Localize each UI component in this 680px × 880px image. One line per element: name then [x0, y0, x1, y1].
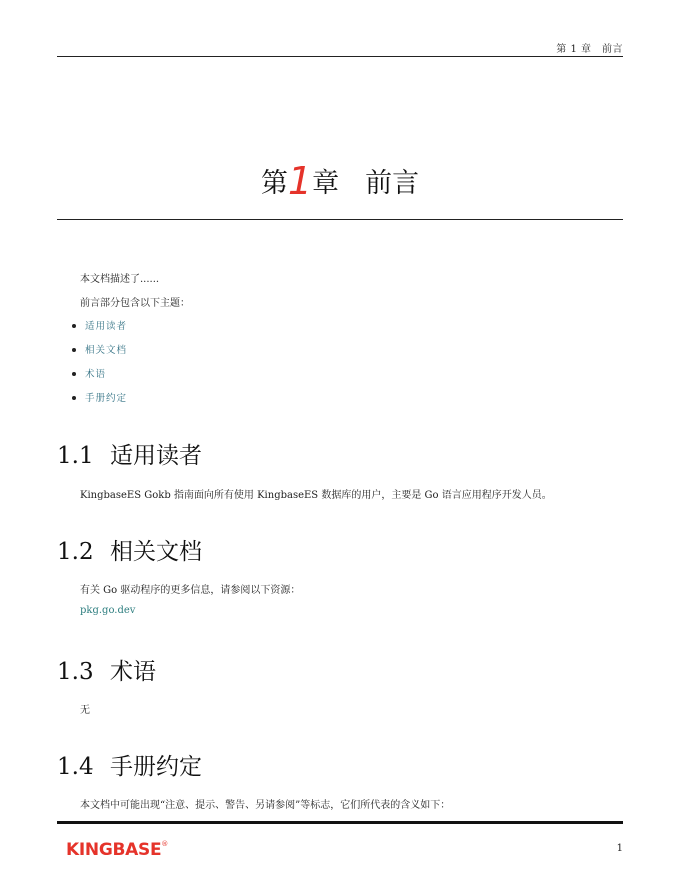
topic-item [72, 318, 127, 342]
section-heading-1-4 [57, 748, 202, 781]
bullet-icon [72, 372, 76, 376]
page-number: 1 [616, 843, 623, 854]
section-number: 1.1 [57, 443, 94, 469]
logo-text: KINGBASE [66, 840, 162, 860]
section-heading-1-3 [57, 653, 156, 686]
topic-link-conventions[interactable]: 手册约定 [85, 393, 128, 404]
section-heading-1-2 [57, 533, 202, 566]
chapter-name: 前言 [365, 168, 420, 199]
bullet-icon [72, 396, 76, 400]
topic-link-readers[interactable]: 适用读者 [85, 321, 128, 332]
section-1-3-body: 无 [80, 705, 90, 716]
section-1-1-body: KingbaseES Gokb 指南面向所有使用 KingbaseES 数据库的用户，主要是 Go 语言应用程序开发人员。 [80, 490, 552, 501]
bullet-icon [72, 324, 76, 328]
section-number: 1.2 [57, 539, 94, 565]
topic-link-related-docs[interactable]: 相关文档 [85, 345, 128, 356]
section-1-2-body: 有关 Go 驱动程序的更多信息，请参阅以下资源： [80, 585, 301, 596]
topic-item [72, 390, 127, 414]
running-header: 第 1 章 前言 [556, 44, 623, 55]
chapter-title [57, 159, 623, 203]
section-title: 相关文档 [110, 539, 202, 565]
section-title: 术语 [110, 659, 156, 685]
pkg-go-dev-link[interactable]: pkg.go.dev [80, 605, 136, 616]
kingbase-logo [66, 840, 168, 860]
topic-item [72, 342, 127, 366]
chapter-number: 1 [287, 159, 313, 203]
intro-line-1: 本文档描述了...... [80, 274, 160, 285]
registered-mark: ® [161, 840, 168, 849]
section-number: 1.4 [57, 754, 94, 780]
chapter-suffix: 章 [312, 168, 340, 199]
bullet-icon [72, 348, 76, 352]
topic-list [72, 318, 127, 414]
section-1-4-body: 本文档中可能出现“注意、提示、警告、另请参阅”等标志，它们所代表的含义如下： [80, 800, 451, 811]
section-heading-1-1 [57, 437, 202, 470]
topic-link-terms[interactable]: 术语 [85, 369, 107, 380]
header-divider [57, 56, 623, 57]
topic-item [72, 366, 127, 390]
chapter-divider [57, 219, 623, 220]
footer-divider [57, 821, 623, 824]
section-number: 1.3 [57, 659, 94, 685]
section-title: 适用读者 [110, 443, 202, 469]
chapter-prefix: 第 [260, 168, 288, 199]
section-title: 手册约定 [110, 754, 202, 780]
intro-line-2: 前言部分包含以下主题： [80, 298, 190, 309]
